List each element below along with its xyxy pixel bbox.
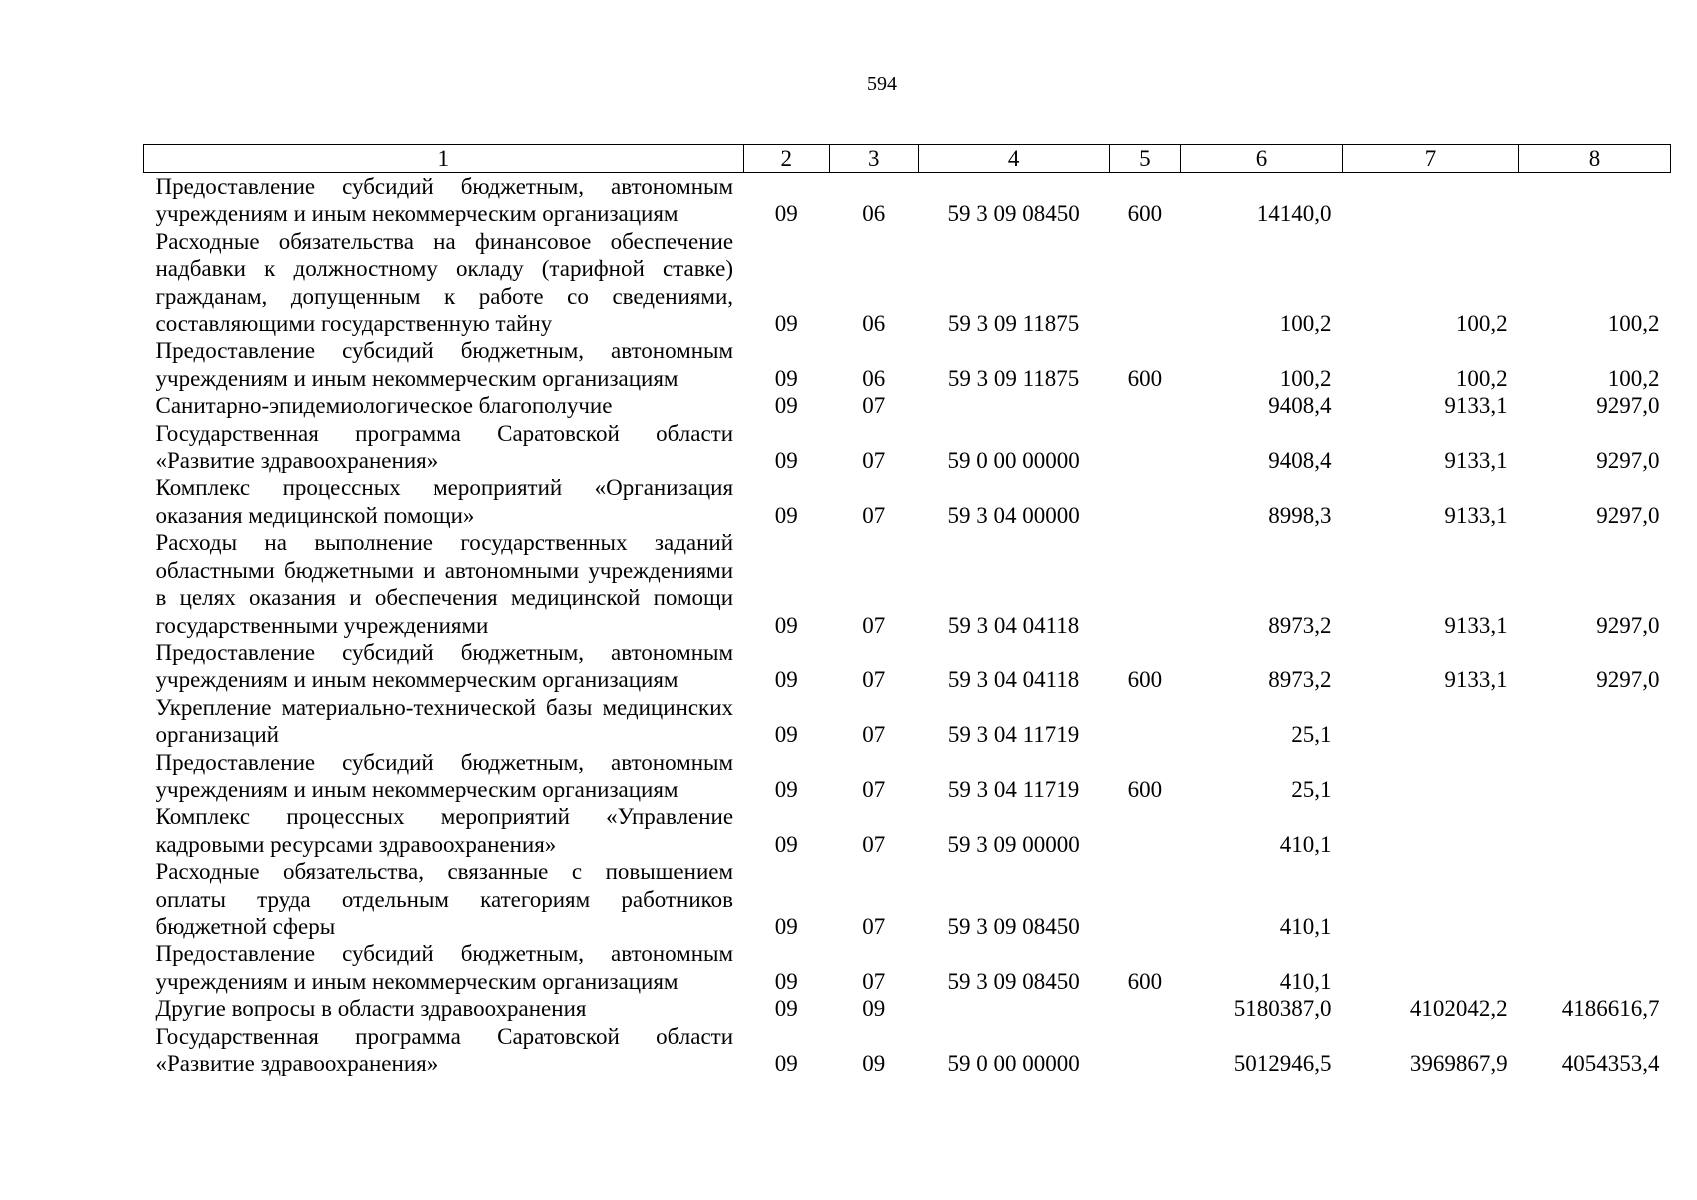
row-subsection: 07 bbox=[862, 393, 886, 419]
row-amount-col6: 25,1 bbox=[1291, 776, 1332, 802]
row-amount-col7: 3969867,9 bbox=[1409, 1051, 1508, 1076]
row-section: 09 bbox=[774, 968, 798, 994]
row-name: Комплекс процессных мероприятий «Управление кадровыми ресурсами здравоохранения» bbox=[155, 804, 734, 857]
row-section: 09 bbox=[774, 776, 798, 802]
row-section: 09 bbox=[774, 502, 798, 528]
row-target-article bbox=[918, 392, 1109, 419]
row-target-article: 59 0 00 00000 bbox=[947, 1051, 1080, 1076]
row-target-article: 59 3 09 08450 bbox=[947, 201, 1080, 227]
header-col-8: 8 bbox=[1519, 145, 1671, 173]
row-amount-col8 bbox=[1519, 694, 1671, 749]
table-row bbox=[144, 228, 1671, 338]
row-amount-col8: 9297,0 bbox=[1596, 502, 1660, 528]
row-section: 09 bbox=[774, 1051, 798, 1076]
row-amount-col7 bbox=[1343, 173, 1519, 228]
row-amount-col7 bbox=[1343, 694, 1519, 749]
row-amount-col6: 410,1 bbox=[1279, 913, 1332, 939]
row-expense-type bbox=[1109, 803, 1180, 858]
row-expense-type bbox=[1109, 858, 1180, 940]
table-row bbox=[144, 639, 1671, 694]
header-col-7: 7 bbox=[1343, 145, 1519, 173]
row-amount-col8: 100,2 bbox=[1607, 311, 1660, 337]
row-amount-col6: 14140,0 bbox=[1256, 201, 1332, 227]
row-expense-type bbox=[1109, 474, 1180, 529]
row-expense-type bbox=[1109, 694, 1180, 749]
row-amount-col6: 8973,2 bbox=[1268, 612, 1332, 638]
row-name: Расходные обязательства, связанные с повышением оплаты труда отдельным категориям работников бюджетной сферы bbox=[155, 859, 734, 939]
row-amount-col7: 100,2 bbox=[1455, 365, 1508, 391]
row-expense-type bbox=[1109, 228, 1180, 338]
row-target-article: 59 3 04 00000 bbox=[947, 502, 1080, 528]
row-name: Комплекс процессных мероприятий «Организация оказания медицинской помощи» bbox=[155, 475, 734, 528]
row-name: Укрепление материально-технической базы медицинских организаций bbox=[155, 694, 734, 748]
row-expense-type: 600 bbox=[1127, 365, 1163, 391]
table-row bbox=[144, 694, 1671, 749]
row-amount-col8: 9297,0 bbox=[1596, 667, 1660, 693]
row-section: 09 bbox=[774, 201, 798, 227]
row-target-article: 59 3 09 00000 bbox=[947, 831, 1080, 857]
row-amount-col8: 9297,0 bbox=[1596, 448, 1660, 474]
row-name: Предоставление субсидий бюджетным, автономным учреждениям и иным некоммерческим организациям bbox=[155, 749, 734, 802]
row-expense-type: 600 bbox=[1127, 968, 1163, 994]
row-subsection: 06 bbox=[862, 311, 886, 337]
header-row bbox=[144, 145, 1671, 173]
row-name: Предоставление субсидий бюджетным, автономным учреждениям и иным некоммерческим организациям bbox=[155, 174, 734, 227]
row-target-article: 59 3 04 04118 bbox=[947, 612, 1080, 638]
row-subsection: 09 bbox=[862, 996, 886, 1022]
row-amount-col7 bbox=[1343, 858, 1519, 940]
row-amount-col8 bbox=[1519, 940, 1671, 995]
row-subsection: 07 bbox=[862, 667, 886, 693]
row-amount-col8: 9297,0 bbox=[1596, 612, 1660, 638]
row-expense-type bbox=[1109, 392, 1180, 419]
row-section: 09 bbox=[774, 831, 798, 857]
row-section: 09 bbox=[774, 996, 798, 1022]
row-name: Расходы на выполнение государственных заданий областными бюджетными и автономными учреждениями в целях оказания и обеспечения медицинской помощи государственными учреждениями bbox=[155, 530, 734, 638]
row-name: Государственная программа Саратовской области «Развитие здравоохранения» bbox=[155, 1023, 734, 1076]
row-subsection: 06 bbox=[862, 201, 886, 227]
table-row bbox=[144, 392, 1671, 419]
row-subsection: 07 bbox=[862, 502, 886, 528]
row-target-article: 59 3 09 08450 bbox=[947, 913, 1080, 939]
row-section: 09 bbox=[774, 612, 798, 638]
row-subsection: 07 bbox=[862, 448, 886, 474]
row-amount-col8: 9297,0 bbox=[1596, 393, 1660, 419]
table-header bbox=[144, 145, 1671, 173]
table-row bbox=[144, 420, 1671, 475]
table-row bbox=[144, 1023, 1671, 1078]
table-row bbox=[144, 474, 1671, 529]
row-subsection: 07 bbox=[862, 776, 886, 802]
row-target-article: 59 3 04 11719 bbox=[947, 776, 1080, 802]
row-amount-col8 bbox=[1519, 749, 1671, 804]
row-section: 09 bbox=[774, 667, 798, 693]
row-amount-col6: 5012946,5 bbox=[1233, 1051, 1332, 1076]
row-amount-col6: 410,1 bbox=[1279, 831, 1332, 857]
row-expense-type: 600 bbox=[1127, 776, 1163, 802]
row-section: 09 bbox=[774, 448, 798, 474]
row-amount-col6: 25,1 bbox=[1291, 722, 1332, 748]
row-target-article: 59 3 04 11719 bbox=[947, 722, 1080, 748]
row-section: 09 bbox=[774, 913, 798, 939]
row-amount-col7: 9133,1 bbox=[1444, 612, 1508, 638]
row-amount-col6: 5180387,0 bbox=[1233, 996, 1332, 1022]
row-amount-col7: 9133,1 bbox=[1444, 448, 1508, 474]
table-body bbox=[144, 173, 1671, 1078]
row-amount-col8 bbox=[1519, 858, 1671, 940]
table-row bbox=[144, 173, 1671, 228]
table-row bbox=[144, 995, 1671, 1022]
row-amount-col7: 100,2 bbox=[1455, 311, 1508, 337]
row-expense-type: 600 bbox=[1127, 667, 1163, 693]
row-amount-col7: 9133,1 bbox=[1444, 502, 1508, 528]
row-amount-col7 bbox=[1343, 749, 1519, 804]
row-subsection: 07 bbox=[862, 913, 886, 939]
table-row bbox=[144, 749, 1671, 804]
row-expense-type: 600 bbox=[1127, 201, 1163, 227]
table-row bbox=[144, 337, 1671, 392]
row-target-article bbox=[918, 995, 1109, 1022]
table-row bbox=[144, 803, 1671, 858]
row-subsection: 07 bbox=[862, 612, 886, 638]
row-amount-col6: 100,2 bbox=[1279, 311, 1332, 337]
row-expense-type bbox=[1109, 529, 1180, 639]
row-name: Другие вопросы в области здравоохранения bbox=[155, 996, 587, 1022]
row-amount-col8: 4186616,7 bbox=[1561, 996, 1660, 1022]
row-target-article: 59 3 09 11875 bbox=[947, 365, 1080, 391]
row-amount-col7: 4102042,2 bbox=[1409, 996, 1508, 1022]
header-col-6: 6 bbox=[1181, 145, 1343, 173]
budget-table bbox=[143, 144, 1671, 1077]
row-amount-col7: 9133,1 bbox=[1444, 393, 1508, 419]
table-row bbox=[144, 940, 1671, 995]
row-target-article: 59 0 00 00000 bbox=[947, 448, 1080, 474]
row-expense-type bbox=[1109, 995, 1180, 1022]
row-amount-col8 bbox=[1519, 803, 1671, 858]
row-section: 09 bbox=[774, 365, 798, 391]
row-amount-col8: 100,2 bbox=[1607, 365, 1660, 391]
row-subsection: 06 bbox=[862, 365, 886, 391]
row-name: Санитарно-эпидемиологическое благополучие bbox=[155, 393, 613, 419]
row-target-article: 59 3 04 04118 bbox=[947, 667, 1080, 693]
header-col-2: 2 bbox=[743, 145, 830, 173]
row-amount-col7 bbox=[1343, 940, 1519, 995]
header-col-3: 3 bbox=[830, 145, 919, 173]
row-amount-col6: 8998,3 bbox=[1268, 502, 1332, 528]
row-target-article: 59 3 09 11875 bbox=[947, 311, 1080, 337]
row-amount-col7: 9133,1 bbox=[1444, 667, 1508, 693]
header-col-5: 5 bbox=[1109, 145, 1180, 173]
row-subsection: 07 bbox=[862, 722, 886, 748]
row-name: Государственная программа Саратовской области «Развитие здравоохранения» bbox=[155, 420, 734, 474]
row-amount-col6: 9408,4 bbox=[1268, 448, 1332, 474]
row-amount-col7 bbox=[1343, 803, 1519, 858]
header-col-4: 4 bbox=[918, 145, 1109, 173]
row-subsection: 07 bbox=[862, 831, 886, 857]
row-section: 09 bbox=[774, 393, 798, 419]
row-expense-type bbox=[1109, 1023, 1180, 1078]
row-amount-col8: 4054353,4 bbox=[1561, 1051, 1660, 1076]
row-amount-col8 bbox=[1519, 173, 1671, 228]
row-name: Расходные обязательства на финансовое обеспечение надбавки к должностному окладу (тарифной ставке) гражданам, допущенным к работе со сведениями, составляющими государственную тайну bbox=[155, 228, 734, 337]
row-amount-col6: 100,2 bbox=[1279, 365, 1332, 391]
table-row bbox=[144, 529, 1671, 639]
row-subsection: 07 bbox=[862, 968, 886, 994]
row-name: Предоставление субсидий бюджетным, автономным учреждениям и иным некоммерческим организациям bbox=[155, 338, 734, 391]
header-col-1: 1 bbox=[144, 145, 744, 173]
row-section: 09 bbox=[774, 722, 798, 748]
table-row bbox=[144, 858, 1671, 940]
row-name: Предоставление субсидий бюджетным, автономным учреждениям и иным некоммерческим организациям bbox=[155, 941, 734, 994]
row-amount-col6: 9408,4 bbox=[1268, 393, 1332, 419]
row-amount-col6: 410,1 bbox=[1279, 968, 1332, 994]
row-expense-type bbox=[1109, 420, 1180, 475]
row-amount-col6: 8973,2 bbox=[1268, 667, 1332, 693]
page-number: 594 bbox=[867, 73, 897, 95]
row-name: Предоставление субсидий бюджетным, автономным учреждениям и иным некоммерческим организациям bbox=[155, 639, 734, 693]
row-target-article: 59 3 09 08450 bbox=[947, 968, 1080, 994]
row-subsection: 09 bbox=[862, 1051, 886, 1076]
row-section: 09 bbox=[774, 311, 798, 337]
